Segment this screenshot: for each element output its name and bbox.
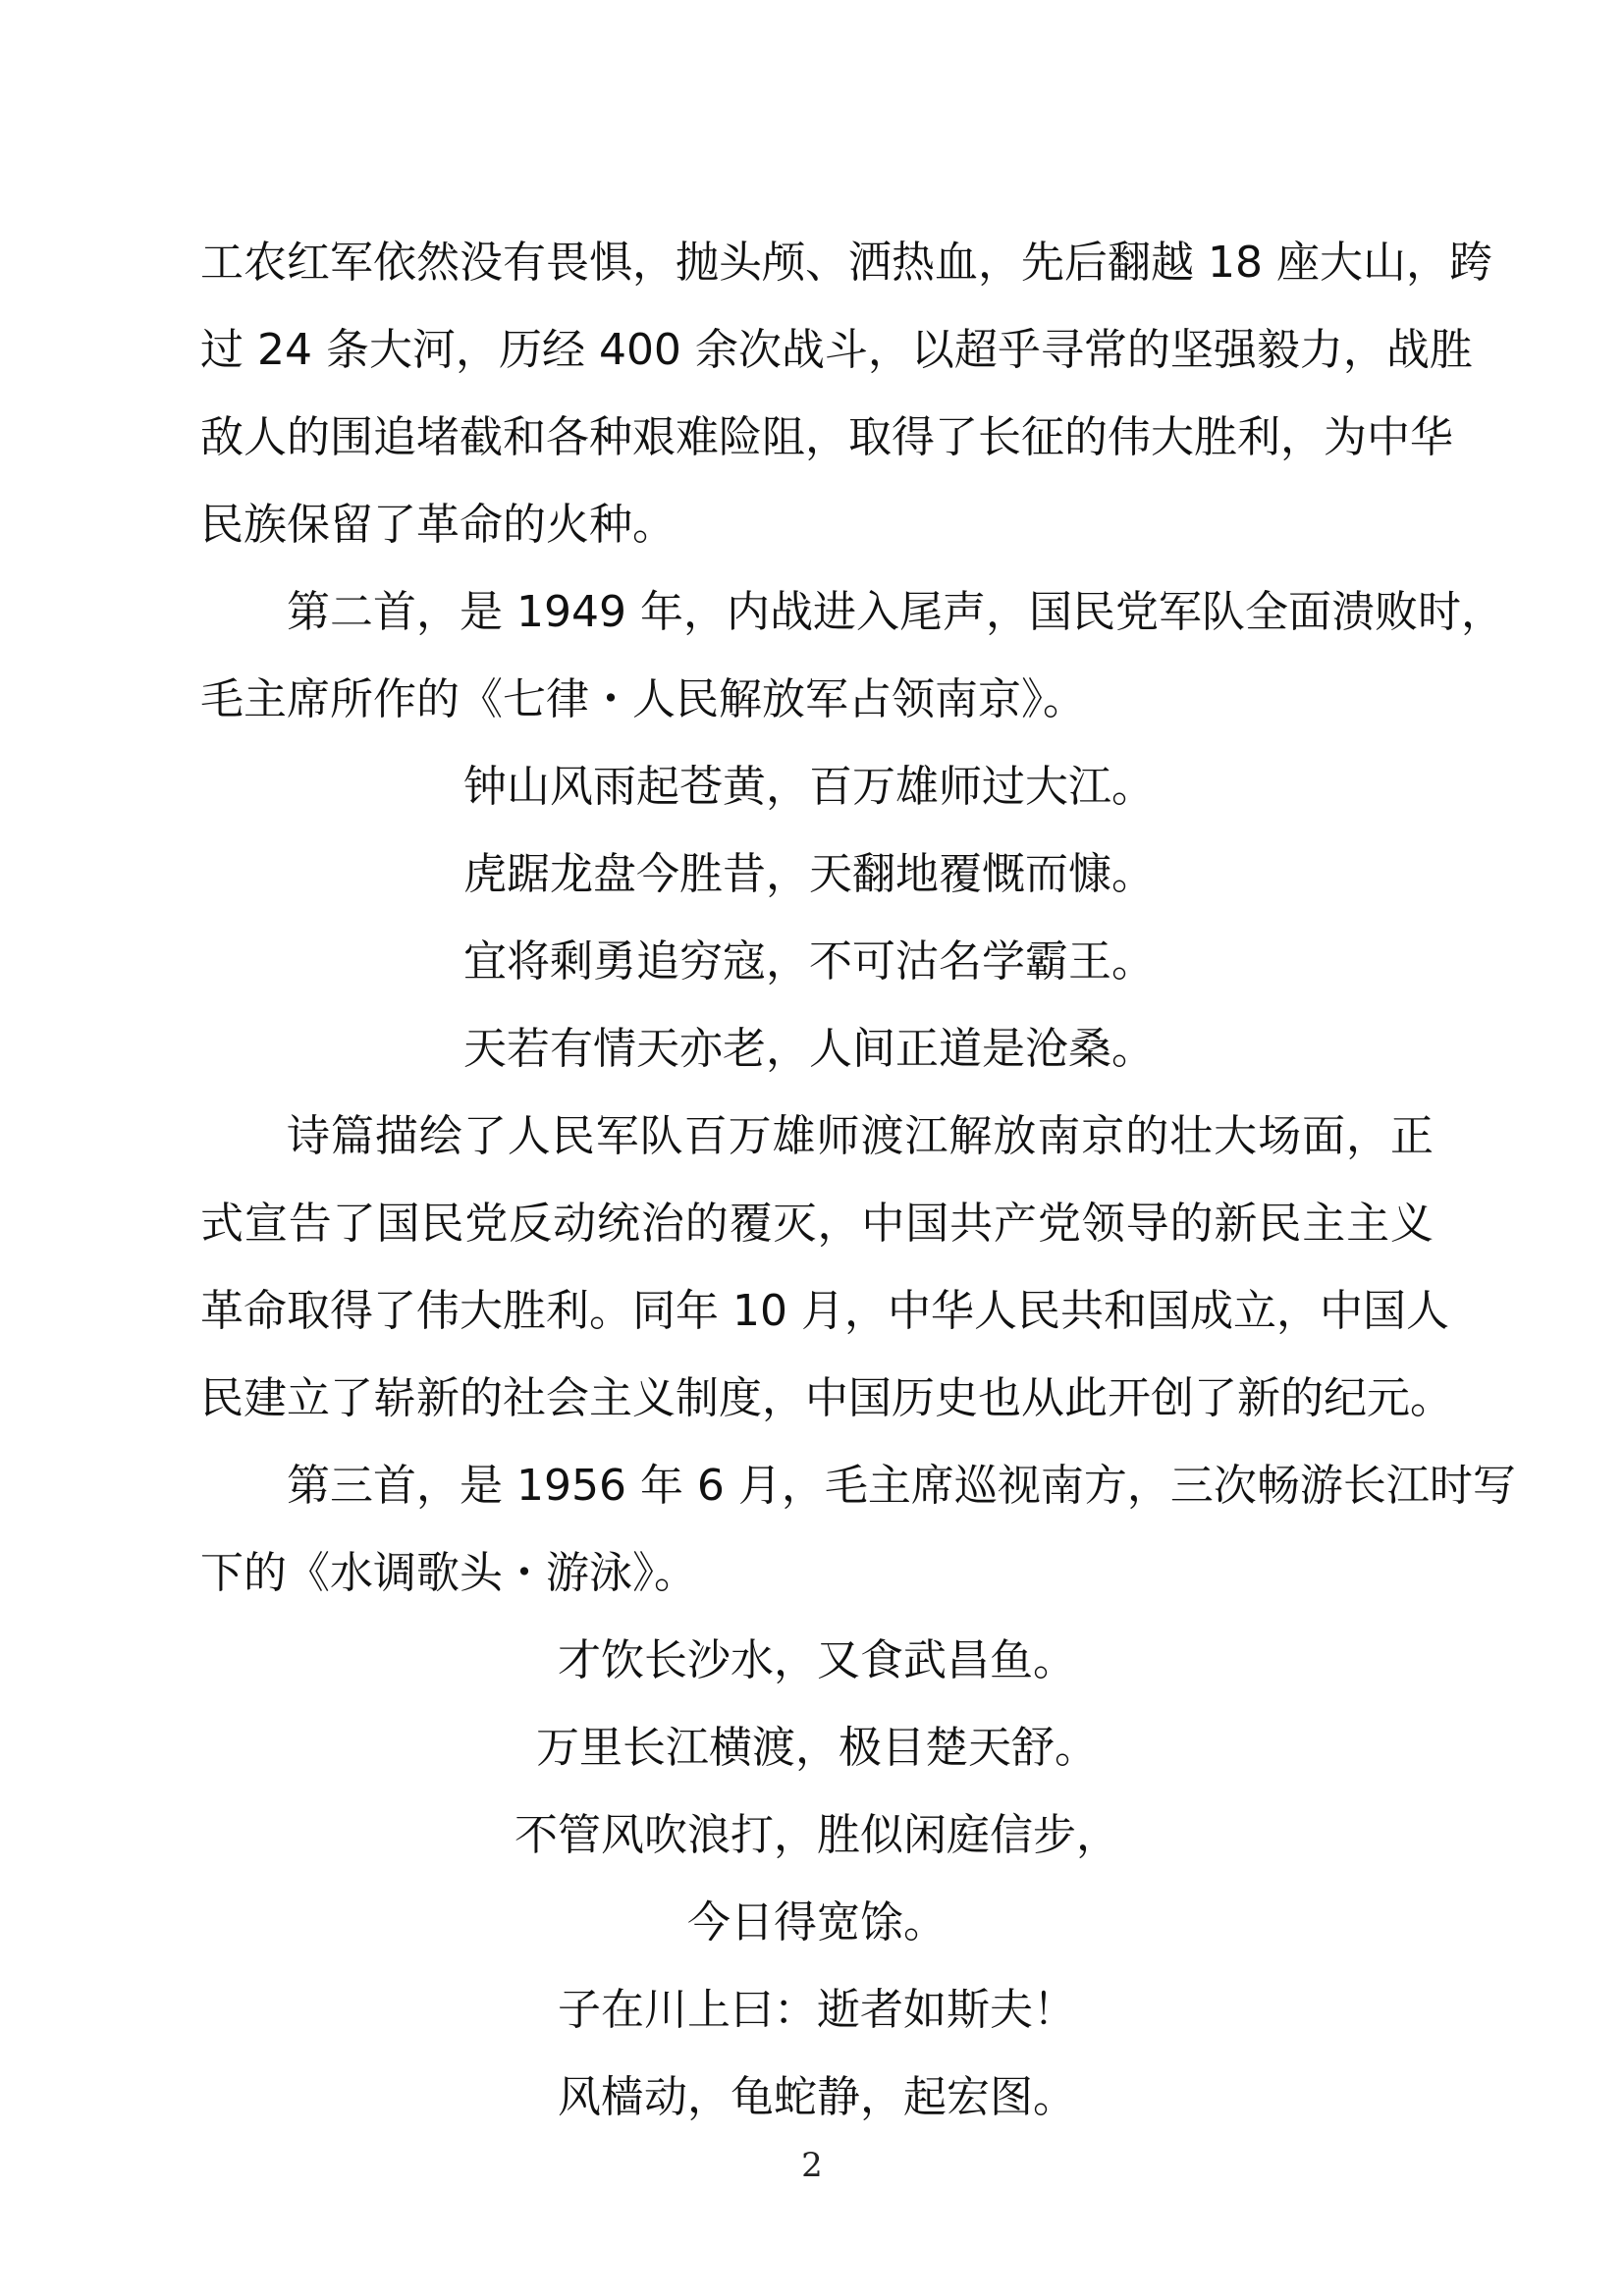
poem-1-line-2: 虎踞龙盘今胜昔，天翻地覆慨而慷。 xyxy=(463,849,1155,899)
page-number: 2 xyxy=(801,2146,823,2185)
poem-1-line-1: 钟山风雨起苍黄，百万雄师过大江。 xyxy=(463,762,1155,812)
poem-1-line-4: 天若有情天亦老，人间正道是沧桑。 xyxy=(463,1024,1155,1074)
poem-2-line-3: 不管风吹浪打，胜似闲庭信步， xyxy=(514,1810,1119,1860)
paragraph-3-line-3: 革命取得了伟大胜利。同年 10 月，中华人民共和国成立，中国人 xyxy=(200,1286,1449,1336)
poem-2-line-6: 风樯动，龟蛇静，起宏图。 xyxy=(558,2072,1076,2122)
paragraph-3-line-2: 式宣告了国民党反动统治的覆灭，中国共产党领导的新民主主义 xyxy=(200,1199,1434,1249)
paragraph-4-line-1: 第三首，是 1956 年 6 月，毛主席巡视南方，三次畅游长江时写 xyxy=(287,1461,1516,1511)
paragraph-1-line-1: 工农红军依然没有畏惧，抛头颅、洒热血，先后翻越 18 座大山，跨 xyxy=(200,238,1492,288)
paragraph-3-line-1: 诗篇描绘了人民军队百万雄师渡江解放南京的壮大场面，正 xyxy=(287,1111,1434,1161)
poem-2-line-1: 才饮长沙水，又食武昌鱼。 xyxy=(558,1635,1076,1685)
paragraph-4-line-2: 下的《水调歌头・游泳》。 xyxy=(200,1548,697,1598)
paragraph-2-line-1: 第二首，是 1949 年，内战进入尾声，国民党军队全面溃败时， xyxy=(287,587,1504,637)
paragraph-1-line-4: 民族保留了革命的火种。 xyxy=(200,500,676,550)
paragraph-3-line-4: 民建立了崭新的社会主义制度，中国历史也从此开创了新的纪元。 xyxy=(200,1373,1453,1423)
poem-2-line-4: 今日得宽馀。 xyxy=(687,1897,947,1948)
poem-2-line-2: 万里长江横渡，极目楚天舒。 xyxy=(536,1723,1098,1773)
poem-2-line-5: 子在川上曰：逝者如斯夫！ xyxy=(558,1985,1076,2035)
poem-1-line-3: 宜将剩勇追穷寇，不可沽名学霸王。 xyxy=(463,936,1155,987)
paragraph-2-line-2: 毛主席所作的《七律・人民解放军占领南京》。 xyxy=(200,674,1086,724)
paragraph-1-line-3: 敌人的围追堵截和各种艰难险阻，取得了长征的伟大胜利，为中华 xyxy=(200,412,1453,462)
paragraph-1-line-2: 过 24 条大河，历经 400 余次战斗，以超乎寻常的坚强毅力，战胜 xyxy=(200,325,1473,375)
